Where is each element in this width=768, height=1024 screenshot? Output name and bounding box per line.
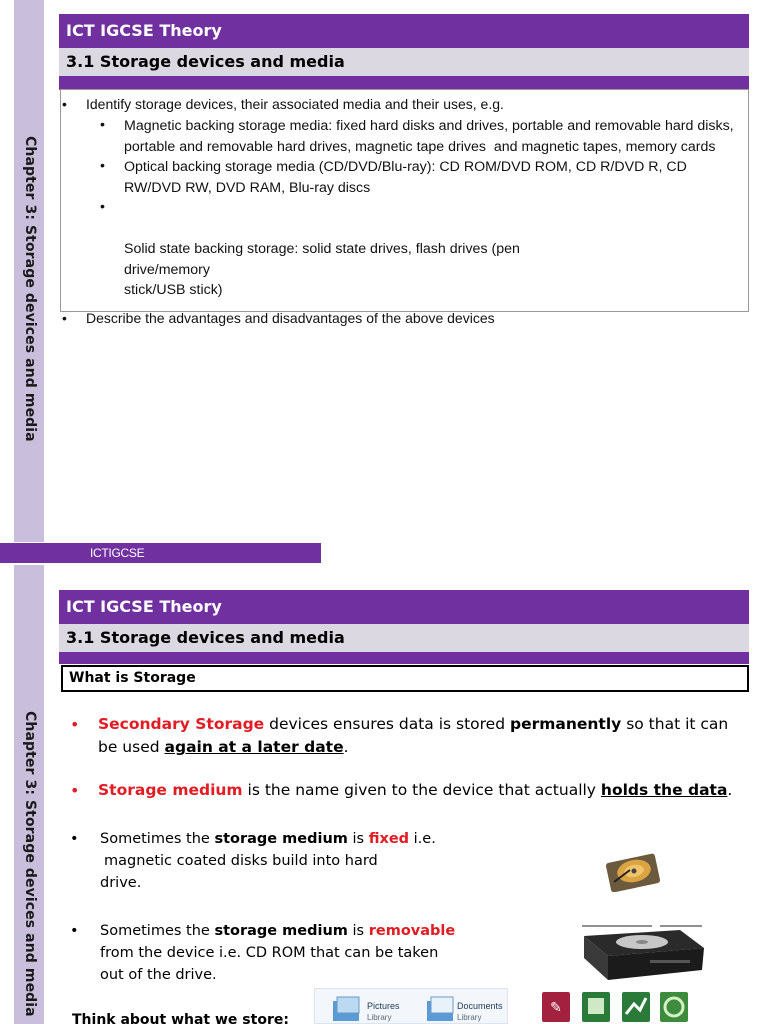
bullet-icon: • bbox=[62, 310, 67, 326]
accent-bar bbox=[59, 652, 749, 664]
objective-describe-text: Describe the advantages and disadvantages of the above devices bbox=[86, 310, 495, 326]
bullet-icon: • bbox=[70, 715, 80, 734]
side-bar bbox=[0, 0, 45, 542]
text-bold: storage medium bbox=[214, 923, 348, 939]
objective-intro-text: Identify storage devices, their associated media and their uses, e.g. bbox=[86, 96, 504, 112]
text-run: . bbox=[727, 781, 733, 799]
bullet-icon: • bbox=[70, 781, 80, 800]
list-item bbox=[100, 157, 745, 198]
text-bold: storage medium bbox=[214, 831, 348, 847]
chapter-side-label: Chapter 3: Storage devices and media bbox=[22, 136, 38, 442]
text-run: is the name given to the device that actually bbox=[242, 781, 601, 799]
folder-sublabel: Library bbox=[457, 1013, 482, 1022]
office-apps-icons bbox=[540, 990, 690, 1024]
objective-sub-list bbox=[100, 116, 745, 301]
text-run: i.e. bbox=[409, 831, 436, 847]
sub-item-text: Solid state backing storage: solid state drives, flash drives (pen drive/memory stick/USB stick) bbox=[124, 241, 520, 298]
list-item bbox=[100, 198, 600, 301]
term-storage-medium: Storage medium bbox=[98, 781, 243, 799]
accent-bar bbox=[59, 76, 749, 90]
text-run: magnetic coated disks build into hard bbox=[104, 853, 378, 869]
text-run: is bbox=[347, 831, 369, 847]
sub-item-text: Optical backing storage media (CD/DVD/Blu-ray): CD ROM/DVD ROM, CD R/DVD R, CD RW/DVD RW, DVD RAM, Blu-ray discs bbox=[124, 159, 687, 196]
bullet-icon: • bbox=[62, 96, 67, 112]
svg-text:✎: ✎ bbox=[550, 999, 562, 1015]
text-run: from the device i.e. CD ROM that can be taken bbox=[100, 945, 439, 961]
list-item bbox=[100, 116, 745, 157]
folder-label: Documents bbox=[457, 1001, 503, 1011]
slide-title: ICT IGCSE Theory bbox=[59, 590, 749, 624]
text-bold: permanently bbox=[509, 715, 622, 733]
text-red: fixed bbox=[368, 831, 410, 847]
paragraph-storage-medium bbox=[70, 779, 740, 802]
text-underline: again at a later date bbox=[164, 738, 344, 756]
footer-bar: ICTIGCSE bbox=[0, 543, 321, 563]
cd-drive-image bbox=[580, 920, 706, 988]
section-heading: What is Storage bbox=[61, 665, 749, 692]
slide-subtitle: 3.1 Storage devices and media bbox=[59, 48, 749, 76]
text-red: removable bbox=[368, 923, 456, 939]
text-run: is bbox=[347, 923, 369, 939]
paragraph-fixed-medium bbox=[70, 828, 470, 894]
text-run: drive. bbox=[100, 875, 142, 891]
think-prompt: Think about what we store: bbox=[72, 1012, 289, 1024]
folder-label: Pictures bbox=[367, 1001, 400, 1011]
side-bar bbox=[0, 565, 45, 1024]
text-run: so that it can be used bbox=[98, 715, 729, 756]
slide-title: ICT IGCSE Theory bbox=[59, 14, 749, 48]
text-run: devices ensures data is stored bbox=[264, 715, 510, 733]
slide-subtitle: 3.1 Storage devices and media bbox=[59, 624, 749, 652]
text-underline: holds the data bbox=[600, 781, 728, 799]
term-secondary-storage: Secondary Storage bbox=[98, 715, 265, 733]
bullet-icon: • bbox=[100, 158, 105, 174]
library-folders-image bbox=[314, 988, 508, 1024]
bullet-icon: • bbox=[70, 923, 79, 939]
text-run: Sometimes the bbox=[100, 831, 215, 847]
objective-describe bbox=[62, 310, 495, 326]
bullet-icon: • bbox=[100, 199, 105, 215]
bullet-icon: • bbox=[100, 117, 105, 133]
folder-sublabel: Library bbox=[367, 1013, 392, 1022]
sub-item-text: Magnetic backing storage media: fixed hard disks and drives, portable and removable hard disks, portable and removable hard drives, magnetic tape drives and magnetic tapes, memory cards bbox=[124, 118, 734, 155]
bullet-icon: • bbox=[70, 831, 79, 847]
chapter-side-label: Chapter 3: Storage devices and media bbox=[22, 711, 38, 1017]
hard-drive-image bbox=[604, 850, 662, 892]
objective-intro bbox=[62, 96, 504, 112]
paragraph-secondary-storage bbox=[70, 713, 740, 759]
text-run: out of the drive. bbox=[100, 967, 217, 983]
text-run: . bbox=[343, 738, 349, 756]
text-run: Sometimes the bbox=[100, 923, 215, 939]
paragraph-removable-medium bbox=[70, 920, 490, 986]
